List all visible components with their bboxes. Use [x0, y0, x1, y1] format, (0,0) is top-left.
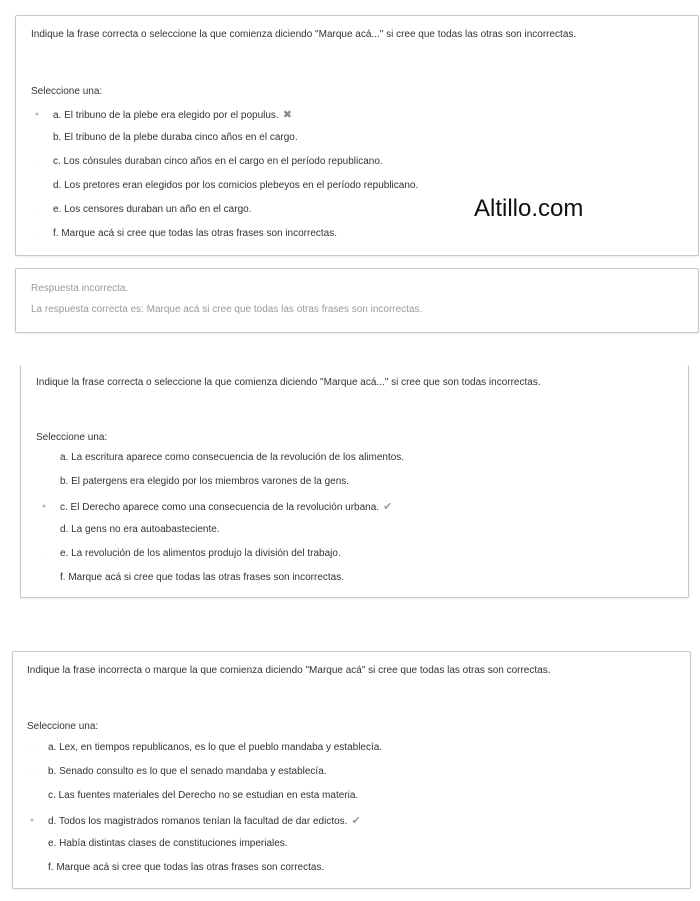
- answer-option-a[interactable]: ● a. El tribuno de la plebe era elegido por el populus. ✖: [34, 109, 292, 121]
- answer-option-f[interactable]: f. Marque acá si cree que todas las otras frases son correctas.: [48, 862, 325, 873]
- watermark: Altillo.com: [474, 195, 584, 222]
- radio-icon[interactable]: ·: [42, 551, 46, 558]
- question-prompt: Indique la frase incorrecta o marque la que comienza diciendo "Marque acá" si cree que todas las otras son correctas.: [27, 665, 551, 676]
- select-one-label: Seleccione una:: [36, 432, 108, 443]
- question-card-2: [20, 365, 689, 598]
- answer-options: [34, 108, 419, 252]
- question-prompt: Indique la frase correcta o seleccione la que comienza diciendo "Marque acá..." si cree que todas las otras son incorrectas.: [31, 29, 577, 40]
- radio-icon[interactable]: ·: [35, 159, 39, 166]
- feedback-status: Respuesta incorrecta.: [31, 283, 129, 294]
- answer-option-a[interactable]: a. La escritura aparece como consecuencia de la revolución de los alimentos.: [60, 452, 405, 463]
- select-one-label: Seleccione una:: [31, 86, 103, 97]
- correct-check-icon: ✔: [351, 815, 361, 827]
- correct-check-icon: ✔: [383, 501, 393, 513]
- feedback-box: [15, 268, 699, 333]
- answer-option-a[interactable]: · a. Lex, en tiempos republicanos, es lo que el pueblo mandaba y establecía.: [30, 742, 383, 753]
- radio-icon[interactable]: ·: [30, 769, 34, 776]
- select-one-label: Seleccione una:: [27, 721, 99, 732]
- radio-selected-icon[interactable]: ●: [41, 503, 47, 510]
- answer-option-d[interactable]: d. Los pretores eran elegidos por los comicios plebeyos en el período republicano.: [53, 180, 419, 191]
- incorrect-cross-icon: ✖: [282, 109, 292, 121]
- answer-option-d[interactable]: d. La gens no era autoabasteciente.: [60, 524, 220, 535]
- answer-option-b[interactable]: · b. Senado consulto es lo que el senado mandaba y establecía.: [30, 766, 327, 777]
- answer-option-c[interactable]: · c. Los cónsules duraban cinco años en el cargo en el período republicano.: [35, 156, 383, 167]
- radio-icon[interactable]: ·: [35, 231, 39, 238]
- radio-selected-icon[interactable]: ●: [34, 111, 40, 118]
- answer-option-f[interactable]: · f. Marque acá si cree que todas las otras frases son incorrectas.: [35, 228, 338, 239]
- answer-option-e[interactable]: e. Había distintas clases de constituciones imperiales.: [48, 838, 288, 849]
- radio-icon[interactable]: ·: [35, 207, 39, 214]
- answer-option-c[interactable]: c. Las fuentes materiales del Derecho no se estudian en esta materia.: [48, 790, 359, 801]
- question-card-3: [12, 651, 691, 889]
- answer-option-b[interactable]: b. El patergens era elegido por los miembros varones de la gens.: [60, 476, 350, 487]
- question-card-1: [15, 15, 699, 256]
- answer-options: [29, 742, 383, 886]
- answer-option-d[interactable]: ● d. Todos los magistrados romanos tenían la facultad de dar edictos. ✔: [29, 815, 361, 827]
- correct-answer-text: La respuesta correcta es: Marque acá si cree que todas las otras frases son incorrectas.: [31, 304, 423, 315]
- radio-icon[interactable]: ·: [30, 745, 34, 752]
- answer-option-b[interactable]: b. El tribuno de la plebe duraba cinco años en el cargo.: [53, 132, 298, 143]
- radio-selected-icon[interactable]: ●: [29, 817, 35, 824]
- answer-option-f[interactable]: f. Marque acá si cree que todas las otras frases son incorrectas.: [60, 572, 345, 583]
- question-prompt: Indique la frase correcta o seleccione la que comienza diciendo "Marque acá..." si cree que son todas incorrectas.: [36, 377, 541, 388]
- answer-option-c[interactable]: ● c. El Derecho aparece como una consecuencia de la revolución urbana. ✔: [41, 501, 393, 513]
- answer-option-e[interactable]: · e. Los censores duraban un año en el cargo.: [35, 204, 252, 215]
- answer-options: [41, 452, 405, 596]
- answer-option-e[interactable]: · e. La revolución de los alimentos produjo la división del trabajo.: [42, 548, 341, 559]
